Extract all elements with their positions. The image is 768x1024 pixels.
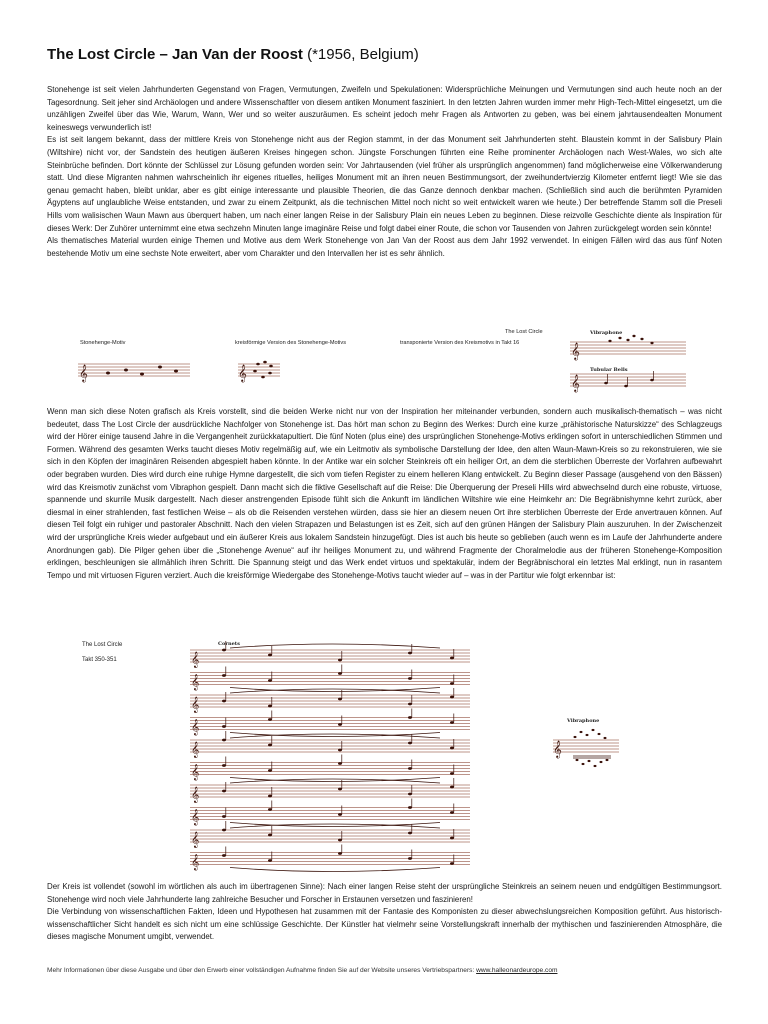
score-note <box>268 795 272 798</box>
main-paragraph: Wenn man sich diese Noten grafisch als Kreis vorstellt, sind die beiden Werke nicht nur von der Inspiration her miteinander verbunden, sondern auch musikalisch-thematisch – was nicht bedeutet, dass The Lost Circle der ausdrückliche Nachfolger von Stonehenge ist. Das hört man schon zu Beginn des Werkes: Durch eine kurze „prähistorische Naturskizze“ des Schlagzeugs wird der Hörer einige tausend Jahre in die Vergangenheit zurückkatapultiert. Die fünf Noten (plus eine) des ursprünglichen Stonehenge-Motivs erklingen sofort in unterschiedlichen Stimmen und Formen. Während des gesamten Werks taucht dieses Motiv regelmäßig auf, wie ein Leitmotiv als symbolische Darstellung der Idee, den alten Waun-Mawn-Kreis so zu rekonstruieren, wie sie sich in den Köpfen der imaginären Reisenden abgespielt haben könnte. In der Antike war ein solcher Steinkreis oft ein heiliger Ort, an dem die sterblichen Überreste der Vorfahren aufbewahrt oder begraben wurden. Dies wird durch eine ruhige Hymne dargestellt, die sich vom tiefen Register zu einem helleren Klang entwickelt. Zu Beginn dieser Passage (ausgehend von den Bässen) wird das Kreismotiv zunächst vom Vibraphon gespielt. Dann macht sich die fiktive Gesellschaft auf die Reise: Die Überquerung der Preseli Hills wird abwechselnd durch eine robuste, virtuose, spannende und skurrile Musik dargestellt. Nach dieser anstrengenden Episode fühlt sich die Ankunft im ländlichen Wiltshire wie eine Heimkehr an: Die Begräbnishymne kehrt zurück, aber diesmal in einer strahlenden, fast festlichen Weise – als ob die Reisenden verstehen würden, dass sie hier an diesem neuen Ort ihre sterblichen Überreste der Erde anvertrauen können. Auf diesen Teil folgt ein ruhiger und pastoraler Abschnitt. Nach den vielen Strapazen und Belastungen ist es Zeit, sich auf den grünen Hängen der Salisbury Plain auszuruhen. In der Zwischenzeit wird der ursprüngliche Kreis wieder aufgebaut und ein äußerer Kreis aus lokalem Sandstein hinzugefügt. Dies ist auch bis heute so geblieben (auch wenn es im Laufe der Jahrhunderte andere Anordnungen gab). Die Pilger gehen über die „Stonehenge Avenue“ auf ihr heiliges Monument zu, und während Fragmente der Choralmelodie aus der früheren Stonehenge-Komposition erklingen, beschleunigen sie allmählich ihren Schritt. Die Spannung steigt und das Werk endet virtuos und spektakulär, indem der Begräbnischoral ein letztes Mal erklingt, nun in rasantem Tempo und mit virtuosen Figuren verziert. Auch die kreisförmige Wiedergabe des Stonehenge-Motivs taucht wieder auf – was in der Partitur wie folgt erkennbar ist: <box>47 407 722 580</box>
vibraphone-score-notation <box>553 716 619 776</box>
score-note <box>222 790 226 793</box>
intro-paragraph-2: Es ist seit langem bekannt, dass der mittlere Kreis von Stonehenge nicht aus der Region stammt, in der das Monument seit Jahrhunderten steht. Blaustein kommt in der Salisbury Plain (Wiltshire) nicht vor, der Sandstein des heutigen äußeren Kreises hingegen schon. Jüngste Forschungen führten eine Reihe prominenter Archäologen nach West-Wales, wo sich alte Steinbrüche befinden. Dort könnte der Schlüssel zur Lösung gefunden worden sein: Vor Jahrtausenden (viel früher als ursprünglich angenommen) fand möglicherweise eine Völkerwanderung statt. Und diese Migranten nahmen wahrscheinlich ihr eigenes rituelles, heiliges Monument mit an ihren neuen Bestimmungsort, der zweihundertvierzig Kilometer entfernt liegt! Wie sie das genau gemacht haben, bleibt unklar, aber es gibt einige interessante und plausible Theorien, die das Ganze dennoch denkbar machen. (Schließlich sind auch die berühmten Pyramiden Ägyptens auf unglaubliche Weise entstanden, und zwar zu einem Zeitpunkt, als die technischen Mittel noch nicht so weit entwickelt waren wie heute.) Der betreffende Stamm soll die Preseli Hills vom walisischen Waun Mawn aus überquert haben, um nach einer langen Reise in der Salisbury Plain ein neues Leben zu beginnen. Diese reizvolle Geschichte diente als Inspiration für dieses Werk: Der Zuhörer unternimmt eine etwa sechzehn Minuten lange imaginäre Reise und folgt dabei einer Route, die schon vor Tausenden von Jahren zurückgelegt worden sein könnte! <box>47 135 722 233</box>
score-note <box>408 742 412 745</box>
score-staff <box>190 808 470 820</box>
score-note <box>338 788 342 791</box>
footer-website-link[interactable]: www.halleonardeurope.com <box>476 967 558 974</box>
score-note <box>222 649 226 652</box>
score-note <box>338 813 342 816</box>
score-note <box>222 700 226 703</box>
cornets-label: Cornets <box>218 641 240 647</box>
score-note <box>450 721 454 724</box>
score-note <box>338 749 342 752</box>
score-note <box>222 674 226 677</box>
circle-version-label: kreisförmige Version des Stonehenge-Motivs <box>235 340 346 346</box>
page-title <box>47 46 419 63</box>
treble-clef-icon: 𝄞 <box>191 764 200 781</box>
score-note <box>338 852 342 855</box>
intro-paragraph-1: Stonehenge ist seit vielen Jahrhunderten Gegenstand von Fragen, Vermutungen, Zweifeln und Spekulationen: Widersprüchliche Meinungen und Vermutungen sind auch heute noch an der Tagesordnung. Seit jeher sind Archäologen und andere Wissenschaftler von diesem antiken Monument fasziniert. In den letzten Jahren wurden immer mehr High-Tech-Mittel eingesetzt, um die unzähligen Zweifel über das Wie, Warum, Wann, Wer und so weiter auszuräumen. Es scheint jedoch mehr Fragen als Antworten zu geben, was bei einem jahrtausendealten Monument keineswegs verwunderlich ist! <box>47 85 722 132</box>
score-note <box>450 657 454 660</box>
footer-text: Mehr Informationen über diese Ausgabe und über den Erwerb einer vollständigen Aufnahme finden Sie auf der Website unseres Vertriebspartners: <box>47 967 477 974</box>
score-staff <box>190 740 470 752</box>
treble-clef-icon: 𝄞 <box>191 854 200 871</box>
score-note <box>222 829 226 832</box>
score-note <box>408 857 412 860</box>
score-staff <box>190 763 470 775</box>
score-note <box>222 739 226 742</box>
score-staff <box>190 830 470 842</box>
title-main: The Lost Circle – Jan Van der Roost <box>47 46 303 63</box>
score-note <box>450 772 454 775</box>
score-note <box>408 793 412 796</box>
score-note <box>268 679 272 682</box>
score-note <box>268 654 272 657</box>
score-note <box>408 677 412 680</box>
score-note <box>268 808 272 811</box>
score-note <box>338 723 342 726</box>
score-slur <box>230 644 440 648</box>
treble-clef-icon: 𝄞 <box>191 697 200 713</box>
vibraphone-bells-notation <box>570 328 686 394</box>
score-note <box>450 682 454 685</box>
score-note <box>338 659 342 662</box>
score-vibraphone-label: Vibraphone <box>567 718 600 724</box>
score-note <box>268 718 272 721</box>
score-note <box>408 716 412 719</box>
score-staff <box>190 785 470 797</box>
circle-motif-notation <box>238 358 280 386</box>
score-note <box>338 839 342 842</box>
score-note <box>450 837 454 840</box>
intro-text <box>47 84 722 260</box>
treble-clef-icon: 𝄞 <box>191 832 200 848</box>
score-note <box>408 806 412 809</box>
score-note <box>408 703 412 706</box>
motif-label: Stonehenge-Motiv <box>80 340 126 346</box>
score-staves <box>190 641 470 872</box>
score-measures: Takt 350-351 <box>82 657 117 663</box>
score-note <box>408 652 412 655</box>
svg-text:𝄞: 𝄞 <box>571 374 580 392</box>
score-note <box>450 862 454 865</box>
transposed-title: The Lost Circle <box>505 329 543 335</box>
intro-paragraph-3: Als thematisches Material wurden einige Themen und Motive aus dem Werk Stonehenge von Jan Van der Roost aus dem Jahr 1992 verwendet. In einigen Fällen wird das aus fünf Noten bestehende Motiv um eine sechste Note erweitert, aber vom Charakter und den Intervallen her ist es sehr ähnlich. <box>47 236 722 258</box>
score-staff <box>190 673 470 685</box>
score-excerpt-notation <box>190 636 500 876</box>
score-note <box>408 832 412 835</box>
closing-paragraph-2: Die Verbindung von wissenschaftlichen Fakten, Ideen und Hypothesen hat zusammen mit der Fantasie des Komponisten zu dieser abwechslungsreichen Komposition geführt. Aus historisch-wissenschaftlicher Sicht handelt es sich nicht um eine schlüssige Geschichte. Der Künstler hat vielmehr seine Vorstellungskraft innerhalb der mythischen und faszinierenden Atmosphäre, die dieses magische Monument umgibt, verwendet. <box>47 907 722 942</box>
svg-text:𝄞: 𝄞 <box>571 342 580 360</box>
score-note <box>222 815 226 818</box>
closing-paragraph-1: Der Kreis ist vollendet (sowohl im wörtlichen als auch im übertragenen Sinne): Nach einer langen Reise steht der ursprüngliche Steinkreis an seinem neuen und endgültigen Bestimmungsort. Stonehenge wird noch viele Jahrhunderte lang zahlreiche Besucher und Forscher in Erstaunen versetzen und faszinieren! <box>47 882 722 904</box>
score-note <box>338 672 342 675</box>
score-note <box>450 811 454 814</box>
score-note <box>268 744 272 747</box>
score-note <box>408 767 412 770</box>
footer-note <box>47 967 747 974</box>
score-note <box>268 769 272 772</box>
tubular-bells-label: Tubular Bells <box>590 367 628 373</box>
stonehenge-motif-notation <box>78 362 190 384</box>
score-note <box>450 786 454 789</box>
score-note <box>268 705 272 708</box>
treble-clef-icon: 𝄞 <box>191 742 200 758</box>
transposed-label: transponierte Version des Kreismotivs in Takt 16 <box>400 340 520 346</box>
score-staff <box>190 695 470 707</box>
score-note <box>338 762 342 765</box>
treble-clef-icon: 𝄞 <box>191 809 200 826</box>
main-text <box>47 406 722 582</box>
svg-text:𝄞: 𝄞 <box>553 740 562 758</box>
score-note <box>268 834 272 837</box>
svg-text:𝄞: 𝄞 <box>238 364 247 382</box>
score-staff <box>190 853 470 865</box>
title-subtitle: (*1956, Belgium) <box>302 46 419 63</box>
score-staff <box>190 650 470 662</box>
treble-clef-icon: 𝄞 <box>191 787 200 803</box>
treble-clef-icon: 𝄞 <box>191 674 200 691</box>
score-note <box>450 696 454 699</box>
treble-clef-icon: 𝄞 <box>191 652 200 668</box>
score-title: The Lost Circle <box>82 642 123 648</box>
score-note <box>268 859 272 862</box>
score-note <box>222 854 226 857</box>
score-note <box>222 764 226 767</box>
svg-text:𝄞: 𝄞 <box>79 364 88 382</box>
score-slur <box>230 868 440 872</box>
score-note <box>450 747 454 750</box>
vibraphone-label: Vibraphone <box>590 330 623 336</box>
score-staff <box>190 718 470 730</box>
closing-text <box>47 881 722 944</box>
score-note <box>338 698 342 701</box>
score-note <box>222 725 226 728</box>
treble-clef-icon: 𝄞 <box>191 719 200 736</box>
